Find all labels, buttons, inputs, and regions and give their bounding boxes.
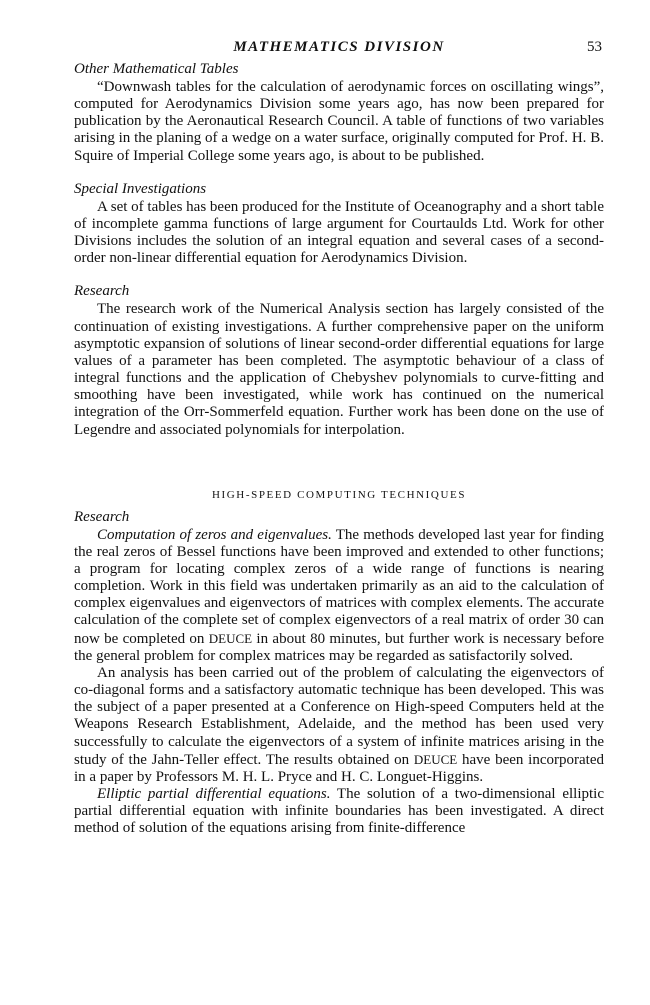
run-in-heading-elliptic: Elliptic partial differential equations. [97, 786, 331, 802]
deuce-term: DEUCE [413, 751, 458, 767]
running-title: MATHEMATICS DIVISION [233, 39, 445, 55]
section-heading-research-2: Research [74, 508, 130, 525]
section-heading-special-investigations: Special Investigations [74, 180, 207, 197]
paragraph-special-investigations: A set of tables has been produced for the Institute of Oceanography and a short table of incomplete gamma functions of large argument for Courtaulds Ltd. Work for other Divisions includes the solution of an integral equation and several cases of a second-order non-linear differential equation for Aerodynamics Division. [74, 198, 604, 267]
document-page [74, 38, 604, 837]
section-title-high-speed: HIGH-SPEED COMPUTING TECHNIQUES [211, 488, 467, 501]
paragraph-zeros-eigenvalues [74, 527, 604, 665]
page-number: 53 [587, 39, 602, 55]
paragraph-elliptic [74, 786, 604, 837]
paragraph-other-tables: “Downwash tables for the calculation of aerodynamic forces on oscillating wings”, computed for Aerodynamics Division some years ago, has now been prepared for publication by the Aeronautical Research Council. A table of functions of two variables arising in the planing of a wedge on a water surface, originally computed for Prof. H. B. Squire of Imperial College some years ago, is about to be published. [74, 79, 604, 164]
text-span: An analysis has been carried out of the problem of calculating the eigenvectors of co-diagonal forms and a satisfactory automatic technique has been developed. This was the subject of a paper presented at a Conference on High-speed Computers held at the Weapons Research Establishment, Adelaide, and the method has been used very successfully to calculate the eigenvectors of a system of infinite matrices arising in the study of the Jahn-Teller effect. The results obtained on [74, 664, 604, 768]
text-span: The solution of a two-dimensional elliptic partial differential equation with infinite boundaries has been investigated. A direct method of solution of the equations arising from finite-difference [74, 786, 604, 837]
running-header [74, 38, 604, 60]
deuce-term: DEUCE [208, 630, 253, 646]
text-span: The methods developed last year for finding the real zeros of Bessel functions have been improved and extended to other functions; a program for locating complex zeros of a wide range of functions is nearing completion. Work in this field was undertaken primarily as an aid to the calculation of complex eigenvalues and eigenvectors of matrices with complex elements. The accurate calculation of the complete set of complex eigenvectors of a real matrix of order 30 can now be completed on [74, 526, 604, 647]
section-heading-research: Research [74, 283, 130, 300]
section-heading-other-tables: Other Mathematical Tables [74, 61, 239, 77]
paragraph-co-diagonal [74, 665, 604, 786]
text-span: have been incorporated in a paper by Professors M. H. L. Pryce and H. C. Longuet-Higgins. [74, 751, 604, 785]
run-in-heading-zeros: Computation of zeros and eigenvalues. [97, 526, 332, 543]
text-span: in about 80 minutes, but further work is necessary before the general problem for complex matrices may be regarded as satisfactorily solved. [74, 630, 604, 664]
paragraph-research: The research work of the Numerical Analysis section has largely consisted of the continuation of existing investigations. A further comprehensive paper on the uniform asymptotic expansion of solutions of linear second-order differential equations for large values of a parameter has been completed. The asymptotic behaviour of a class of integral functions and the application of Chebyshev polynomials to curve-fitting and smoothing have been investigated, while work has continued on the numerical integration of the Orr-Sommerfeld equation. Further work has been done on the use of Legendre and associated polynomials for interpolation. [74, 301, 604, 438]
